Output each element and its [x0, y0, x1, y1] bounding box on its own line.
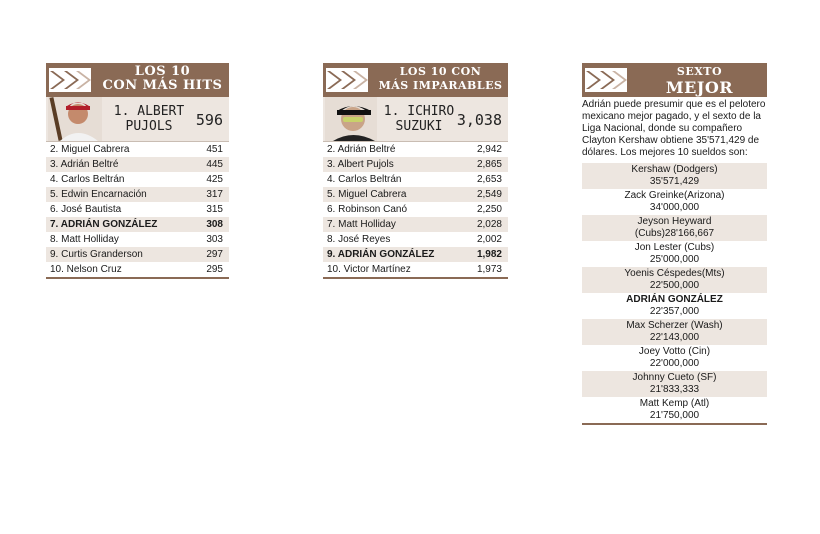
- salary-amount: 22'500,000: [649, 280, 700, 291]
- list-item: [582, 267, 767, 293]
- player-name: 3. Adrián Beltré: [46, 157, 195, 172]
- list-item: [582, 293, 767, 319]
- player-name: 4. Carlos Beltrán: [46, 172, 195, 187]
- table-row: [323, 217, 508, 232]
- salary-amount: 22'357,000: [649, 306, 700, 317]
- player-stat: 1,982: [465, 247, 508, 262]
- list-item: [582, 189, 767, 215]
- player-stat: 2,942: [465, 142, 508, 157]
- player-name: 6. José Bautista: [46, 202, 195, 217]
- imparables-leader: [323, 97, 508, 142]
- player-name: 9. Curtis Granderson: [46, 247, 195, 262]
- player-name: 2. Miguel Cabrera: [46, 142, 195, 157]
- table-row: [46, 202, 229, 217]
- player-name: 6. Robinson Canó: [323, 202, 465, 217]
- salary-amount: 34'000,000: [649, 202, 700, 213]
- player-stat: 445: [195, 157, 229, 172]
- arrows-icon: [585, 68, 627, 92]
- hits-header: [46, 63, 229, 97]
- player-stat: 2,002: [465, 232, 508, 247]
- player-stat: 2,028: [465, 217, 508, 232]
- hits-leader-value: 596: [195, 111, 223, 129]
- salary-amount: (Cubs)28'166,667: [634, 228, 715, 239]
- player-name: 7. ADRIÁN GONZÁLEZ: [46, 217, 195, 232]
- table-row: [323, 202, 508, 217]
- table-row: [323, 247, 508, 262]
- divider: [323, 277, 508, 279]
- hits-leader: [46, 97, 229, 142]
- table-row: [46, 187, 229, 202]
- imparables-table: [323, 142, 508, 277]
- sexto-header: [582, 63, 767, 97]
- player-stat: 303: [195, 232, 229, 247]
- divider: [582, 423, 767, 425]
- salary-amount: 25'000,000: [649, 254, 700, 265]
- player-stat: 2,250: [465, 202, 508, 217]
- imparables-leader-name: 1. ICHIRO SUZUKI: [383, 104, 455, 134]
- table-row: [323, 142, 508, 157]
- salary-player: Zack Greinke(Arizona): [624, 190, 725, 201]
- salary-amount: 22'143,000: [649, 332, 700, 343]
- player-name: 4. Carlos Beltrán: [323, 172, 465, 187]
- salary-player: Joey Votto (Cin): [638, 346, 711, 357]
- table-row: [46, 142, 229, 157]
- list-item: [582, 345, 767, 371]
- salary-player: ADRIÁN GONZÁLEZ: [626, 294, 723, 305]
- player-stat: 425: [195, 172, 229, 187]
- salary-amount: 22'000,000: [649, 358, 700, 369]
- salary-amount: 21'750,000: [649, 410, 700, 421]
- table-row: [46, 157, 229, 172]
- player-stat: 308: [195, 217, 229, 232]
- salary-amount: 21'833,333: [649, 384, 700, 395]
- imparables-header: [323, 63, 508, 97]
- arrows-icon: [49, 68, 91, 92]
- player-stat: 451: [195, 142, 229, 157]
- hits-panel: [46, 63, 229, 279]
- list-item: [582, 163, 767, 189]
- salary-player: Yoenis Céspedes(Mts): [624, 268, 725, 279]
- player-stat: 1,973: [465, 262, 508, 277]
- player-name: 10. Victor Martínez: [323, 262, 465, 277]
- player-stat: 2,865: [465, 157, 508, 172]
- sexto-title: SEXTO MEJOR: [665, 65, 734, 97]
- player-name: 7. Matt Holliday: [323, 217, 465, 232]
- player-photo-pujols: [48, 97, 102, 141]
- sexto-intro: Adrián puede presumir que es el pelotero mexicano mejor pagado, y el sexto de la Liga Nacional, donde su compañero Clayton Kershaw obtiene 35'571,429 de dólares. Los mejores 10 sueldos son:: [582, 99, 766, 158]
- player-name: 2. Adrián Beltré: [323, 142, 465, 157]
- player-stat: 2,653: [465, 172, 508, 187]
- hits-leader-name: 1. ALBERT PUJOLS: [113, 104, 185, 134]
- salary-player: Johnny Cueto (SF): [632, 372, 717, 383]
- player-name: 9. ADRIÁN GONZÁLEZ: [323, 247, 465, 262]
- table-row: [323, 157, 508, 172]
- salary-player: Max Scherzer (Wash): [626, 320, 723, 331]
- salary-player: Kershaw (Dodgers): [631, 164, 718, 175]
- player-name: 8. José Reyes: [323, 232, 465, 247]
- imparables-title: LOS 10 CON MÁS IMPARABLES: [378, 65, 503, 92]
- table-row: [323, 262, 508, 277]
- arrows-icon: [326, 68, 368, 92]
- table-row: [46, 262, 229, 277]
- table-row: [46, 247, 229, 262]
- player-stat: 2,549: [465, 187, 508, 202]
- table-row: [323, 232, 508, 247]
- list-item: [582, 319, 767, 345]
- player-name: 10. Nelson Cruz: [46, 262, 195, 277]
- table-row: [46, 172, 229, 187]
- player-stat: 315: [195, 202, 229, 217]
- sexto-panel: [582, 63, 767, 425]
- player-name: 5. Miguel Cabrera: [323, 187, 465, 202]
- table-row: [323, 172, 508, 187]
- list-item: [582, 241, 767, 267]
- list-item: [582, 371, 767, 397]
- player-stat: 297: [195, 247, 229, 262]
- player-name: 3. Albert Pujols: [323, 157, 465, 172]
- player-stat: 317: [195, 187, 229, 202]
- salary-list: [582, 163, 767, 423]
- salary-player: Matt Kemp (Atl): [639, 398, 710, 409]
- imparables-leader-value: 3,038: [456, 111, 502, 129]
- salary-player: Jeyson Heyward: [637, 216, 712, 227]
- table-row: [323, 187, 508, 202]
- table-row: [46, 217, 229, 232]
- player-stat: 295: [195, 262, 229, 277]
- salary-amount: 35'571,429: [649, 176, 700, 187]
- hits-title: LOS 10 CON MÁS HITS: [102, 64, 223, 93]
- salary-player: Jon Lester (Cubs): [634, 242, 715, 253]
- list-item: [582, 215, 767, 241]
- imparables-panel: [323, 63, 508, 279]
- hits-table: [46, 142, 229, 277]
- player-name: 5. Edwin Encarnación: [46, 187, 195, 202]
- list-item: [582, 397, 767, 423]
- player-photo-suzuki: [325, 97, 377, 141]
- player-name: 8. Matt Holliday: [46, 232, 195, 247]
- divider: [46, 277, 229, 279]
- table-row: [46, 232, 229, 247]
